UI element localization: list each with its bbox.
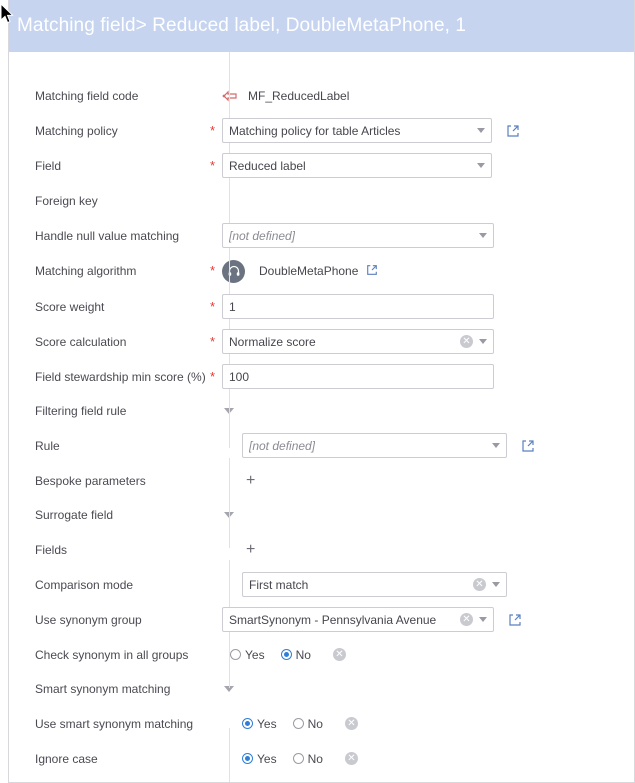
clear-circle-icon-use-smart-synonym[interactable]: ✕ (345, 717, 358, 730)
input-field-stewardship-min-score[interactable] (222, 364, 494, 389)
radio-dot (242, 718, 253, 729)
radio-dot (293, 753, 304, 764)
required-marker-matching-algorithm: * (210, 263, 216, 278)
external-link-icon-matching-algorithm[interactable] (366, 264, 380, 278)
form-divider-smart (229, 728, 230, 783)
input-score-weight[interactable] (222, 294, 494, 319)
chevron-down-icon[interactable] (477, 128, 485, 133)
radio-label-no: No (307, 716, 323, 731)
required-marker-score-calculation: * (210, 333, 216, 349)
row-score-calculation (9, 324, 634, 359)
label-matching-algorithm: Matching algorithm (35, 264, 137, 278)
label-field-stewardship-min-score: Field stewardship min score (%) (35, 369, 206, 384)
chevron-down-icon[interactable] (479, 617, 487, 622)
row-use-synonym-group (9, 602, 634, 637)
select-field-value: Reduced label (229, 158, 306, 173)
section-surrogate-field[interactable] (9, 498, 634, 532)
select-rule[interactable] (242, 433, 507, 458)
clear-circle-icon-use-synonym-group[interactable]: ✕ (460, 613, 473, 626)
label-ignore-case: Ignore case (35, 751, 98, 766)
value-matching-algorithm: DoubleMetaPhone (259, 264, 359, 278)
row-ignore-case (9, 741, 634, 776)
row-rule (9, 428, 634, 463)
radio-label-no: No (295, 647, 311, 662)
radio-label-yes: Yes (245, 647, 265, 662)
page-title: Matching field> Reduced label, DoubleMetaPhone, 1 (17, 15, 467, 36)
radio-check-synonym-no[interactable] (281, 648, 311, 662)
row-score-weight (9, 289, 634, 324)
select-score-calculation-value: Normalize score (229, 334, 316, 349)
radio-dot (230, 649, 241, 660)
label-foreign-key: Foreign key (35, 193, 98, 208)
chevron-down-icon[interactable] (492, 582, 500, 587)
radio-group-ignore-case[interactable] (242, 752, 358, 766)
clear-circle-icon-check-synonym[interactable]: ✕ (333, 648, 346, 661)
radio-label-no: No (307, 751, 323, 766)
label-comparison-mode: Comparison mode (35, 577, 134, 592)
select-matching-policy-value: Matching policy for table Articles (229, 123, 401, 138)
radio-group-check-synonym-in-all-groups[interactable] (222, 648, 346, 662)
radio-dot (281, 649, 292, 660)
required-marker-field-stewardship-min-score: * (210, 368, 216, 384)
select-comparison-mode[interactable] (242, 572, 507, 597)
select-rule-value: [not defined] (249, 438, 316, 453)
label-use-synonym-group: Use synonym group (35, 612, 142, 627)
label-handle-null-value-matching: Handle null value matching (35, 228, 180, 243)
radio-use-smart-synonym-no[interactable] (293, 717, 323, 731)
external-link-icon-rule[interactable] (521, 439, 535, 453)
label-filtering-field-rule: Filtering field rule (35, 404, 127, 418)
label-check-synonym-in-all-groups: Check synonym in all groups (35, 647, 189, 662)
required-marker-matching-policy: * (210, 122, 216, 138)
matching-field-form (9, 52, 634, 783)
chevron-down-icon[interactable] (477, 163, 485, 168)
select-use-synonym-group-value: SmartSynonym - Pennsylvania Avenue (229, 612, 437, 627)
label-smart-synonym-matching: Smart synonym matching (35, 682, 171, 696)
chevron-down-icon[interactable] (479, 339, 487, 344)
label-matching-policy: Matching policy (35, 123, 118, 138)
label-field: Field (35, 158, 62, 173)
chevron-down-icon[interactable] (492, 443, 500, 448)
select-field[interactable] (222, 153, 492, 178)
select-matching-policy[interactable] (222, 118, 492, 143)
row-comparison-mode (9, 567, 634, 602)
window-title-bar (9, 0, 634, 52)
section-smart-synonym-matching[interactable] (9, 672, 634, 706)
row-field (9, 148, 634, 183)
label-bespoke-parameters: Bespoke parameters (35, 473, 146, 488)
clear-circle-icon-comparison-mode[interactable]: ✕ (473, 578, 486, 591)
row-bespoke-parameters (9, 463, 634, 498)
row-matching-policy (9, 113, 634, 148)
label-score-calculation: Score calculation (35, 334, 127, 349)
chevron-down-icon[interactable] (479, 233, 487, 238)
radio-ignore-case-yes[interactable] (242, 752, 277, 766)
label-rule: Rule (35, 438, 60, 453)
radio-use-smart-synonym-yes[interactable] (242, 717, 277, 731)
application-window (8, 0, 635, 783)
select-comparison-mode-value: First match (249, 577, 309, 592)
radio-label-yes: Yes (257, 751, 277, 766)
row-matching-field-code (9, 78, 634, 113)
radio-ignore-case-no[interactable] (293, 752, 323, 766)
radio-label-yes: Yes (257, 716, 277, 731)
label-score-weight: Score weight (35, 299, 105, 314)
form-divider-filtering (229, 458, 230, 548)
select-score-calculation[interactable] (222, 329, 494, 354)
select-use-synonym-group[interactable] (222, 607, 494, 632)
section-filtering-field-rule[interactable] (9, 394, 634, 428)
required-marker-score-weight: * (210, 298, 216, 314)
row-field-stewardship-min-score (9, 359, 634, 394)
radio-dot (293, 718, 304, 729)
headphones-icon (222, 260, 245, 283)
code-tag-icon (222, 89, 238, 103)
radio-check-synonym-yes[interactable] (230, 648, 265, 662)
radio-group-use-smart-synonym-matching[interactable] (242, 717, 358, 731)
label-surrogate-field: Surrogate field (35, 508, 114, 522)
label-fields: Fields (35, 542, 68, 557)
plus-icon-bespoke-parameters[interactable]: + (246, 471, 256, 489)
plus-icon-fields[interactable]: + (246, 540, 256, 558)
label-use-smart-synonym-matching: Use smart synonym matching (35, 716, 194, 731)
row-foreign-key (9, 183, 634, 218)
row-fields (9, 532, 634, 567)
row-handle-null-value-matching (9, 218, 634, 253)
input-field-stewardship-min-score-value: 100 (229, 369, 250, 384)
row-use-smart-synonym-matching (9, 706, 634, 741)
select-handle-null-value-matching-value: [not defined] (229, 228, 296, 243)
select-handle-null-value-matching[interactable] (222, 223, 494, 248)
input-score-weight-value: 1 (229, 299, 236, 314)
row-matching-algorithm (9, 253, 634, 289)
external-link-icon-use-synonym-group[interactable] (508, 613, 522, 627)
radio-dot (242, 753, 253, 764)
clear-circle-icon-score-calculation[interactable]: ✕ (460, 335, 473, 348)
label-matching-field-code: Matching field code (35, 88, 139, 103)
clear-circle-icon-ignore-case[interactable]: ✕ (345, 752, 358, 765)
row-check-synonym-in-all-groups (9, 637, 634, 672)
required-marker-field: * (210, 157, 216, 173)
external-link-icon-matching-policy[interactable] (506, 124, 520, 138)
value-matching-field-code: MF_ReducedLabel (248, 88, 350, 103)
